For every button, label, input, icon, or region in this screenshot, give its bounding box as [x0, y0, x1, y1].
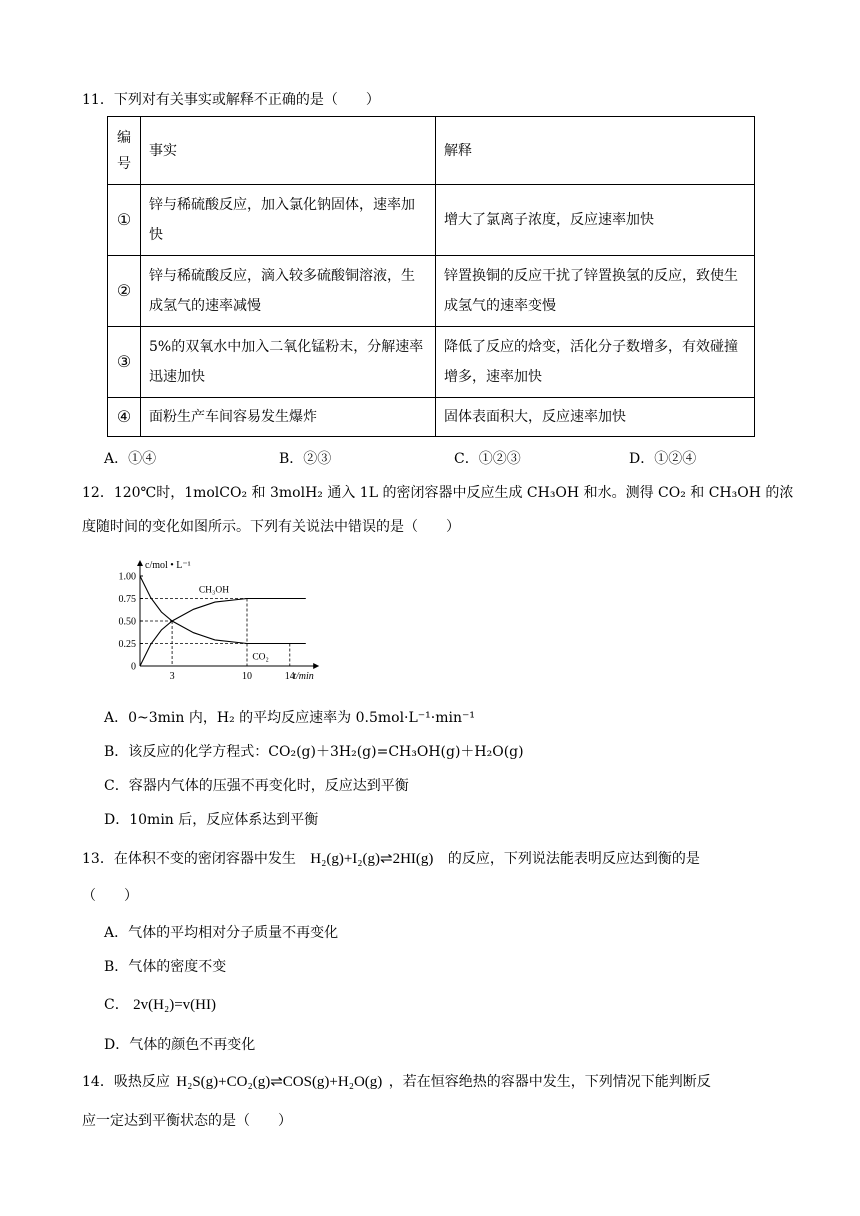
- q14-stem-suffix: ，若在恒容绝热的容器中发生，下列情况下能判断反: [388, 1074, 711, 1090]
- x-tick-label: 3: [169, 671, 175, 682]
- header-number-char-1: 编: [117, 129, 131, 146]
- y-tick-label: 0.75: [118, 594, 136, 605]
- row-explain: 增大了氯离子浓度，反应速率加快: [436, 185, 755, 256]
- q11-option-d[interactable]: D．①②④: [629, 451, 697, 467]
- q13-option-c-formula: 2v(H₂)=v(HI): [133, 997, 217, 1013]
- q13-option-c-label: C．: [104, 997, 129, 1013]
- x-axis-label: t/min: [293, 671, 314, 682]
- q12-option-d[interactable]: D．10min 后，反应体系达到平衡: [104, 812, 319, 828]
- series-label-co2: CO₂: [252, 652, 269, 663]
- q14-stem: [82, 1071, 711, 1091]
- row-number: ④: [108, 398, 141, 437]
- q12-option-b[interactable]: B．该反应的化学方程式：CO₂(g)＋3H₂(g)=CH₃OH(g)＋H₂O(g): [104, 744, 524, 760]
- q14-equation: H₂S(g)+CO₂(g)⇌COS(g)+H₂O(g): [176, 1074, 383, 1090]
- q14-stem-line2: 应一定达到平衡状态的是（ ）: [82, 1113, 292, 1129]
- x-axis-arrow: [313, 663, 319, 669]
- y-tick-label: 0: [131, 661, 136, 673]
- row-fact: 面粉生产车间容易发生爆炸: [141, 398, 436, 437]
- q13-stem-line2: （ ）: [82, 888, 138, 904]
- x-tick-label: 10: [242, 671, 252, 682]
- row-number: ②: [108, 256, 141, 327]
- concentration-time-chart: [100, 556, 314, 684]
- row-fact: 锌与稀硫酸反应，滴入较多硫酸铜溶液，生成氢气的速率减慢: [141, 256, 436, 327]
- q11-option-a[interactable]: A．①④: [104, 451, 157, 467]
- series-line-0: [140, 599, 306, 667]
- q13-option-b[interactable]: B．气体的密度不变: [104, 959, 227, 975]
- table-row: [108, 185, 755, 256]
- q13-stem: [82, 848, 700, 868]
- table-row: [108, 327, 755, 398]
- q13-option-c[interactable]: [104, 994, 216, 1014]
- q13-stem-prefix: 13．在体积不变的密闭容器中发生: [82, 851, 296, 867]
- q12-stem-line2: 度随时间的变化如图所示。下列有关说法中错误的是（ ）: [82, 519, 460, 535]
- q12-stem-line1: 12．120℃时，1molCO₂ 和 3molH₂ 通入 1L 的密闭容器中反应生成 CH₃OH 和水。测得 CO₂ 和 CH₃OH 的浓: [82, 485, 794, 501]
- header-explain: 解释: [436, 117, 755, 185]
- row-fact: 锌与稀硫酸反应，加入氯化钠固体，速率加快: [141, 185, 436, 256]
- table-row: [108, 398, 755, 437]
- row-explain: 降低了反应的焓变，活化分子数增多，有效碰撞增多，速率加快: [436, 327, 755, 398]
- y-tick-label: 1.00: [118, 571, 136, 583]
- q13-equation: H₂(g)+I₂(g)⇌2HI(g): [310, 851, 434, 867]
- row-fact: 5%的双氧水中加入二氧化锰粉末，分解速率迅速加快: [141, 327, 436, 398]
- table-header-row: [108, 117, 755, 185]
- q11-table: [107, 116, 755, 437]
- x-tick-label: 14: [284, 671, 295, 682]
- q12-option-c[interactable]: C．容器内气体的压强不再变化时，反应达到平衡: [104, 778, 409, 794]
- q11-stem: 11．下列对有关事实或解释不正确的是（ ）: [82, 92, 380, 108]
- y-axis-label: c/mol • L⁻¹: [145, 560, 191, 571]
- q13-option-a[interactable]: A．气体的平均相对分子质量不再变化: [104, 925, 339, 941]
- q12-option-a[interactable]: A．0~3min 内，H₂ 的平均反应速率为 0.5mol·L⁻¹·min⁻¹: [104, 710, 476, 726]
- row-explain: 固体表面积大，反应速率加快: [436, 398, 755, 437]
- q11-option-c[interactable]: C．①②③: [454, 451, 521, 467]
- series-label-ch3oh: CH₃OH: [198, 585, 230, 596]
- q13-stem-suffix: 的反应，下列说法能表明反应达到衡的是: [447, 851, 700, 867]
- header-fact: 事实: [141, 117, 436, 185]
- table-row: [108, 256, 755, 327]
- q13-option-d[interactable]: D．气体的颜色不再变化: [104, 1037, 256, 1053]
- y-tick-label: 0.25: [118, 639, 136, 650]
- row-explain: 锌置换铜的反应干扰了锌置换氢的反应，致使生成氢气的速率变慢: [436, 256, 755, 327]
- q11-option-b[interactable]: B．②③: [279, 451, 332, 467]
- row-number: ①: [108, 185, 141, 256]
- row-number: ③: [108, 327, 141, 398]
- header-number-char-2: 号: [117, 155, 131, 172]
- y-tick-label: 0.50: [118, 616, 136, 628]
- q14-stem-prefix: 14．吸热反应: [82, 1074, 170, 1090]
- header-number: [108, 117, 141, 185]
- y-axis-arrow: [137, 560, 143, 566]
